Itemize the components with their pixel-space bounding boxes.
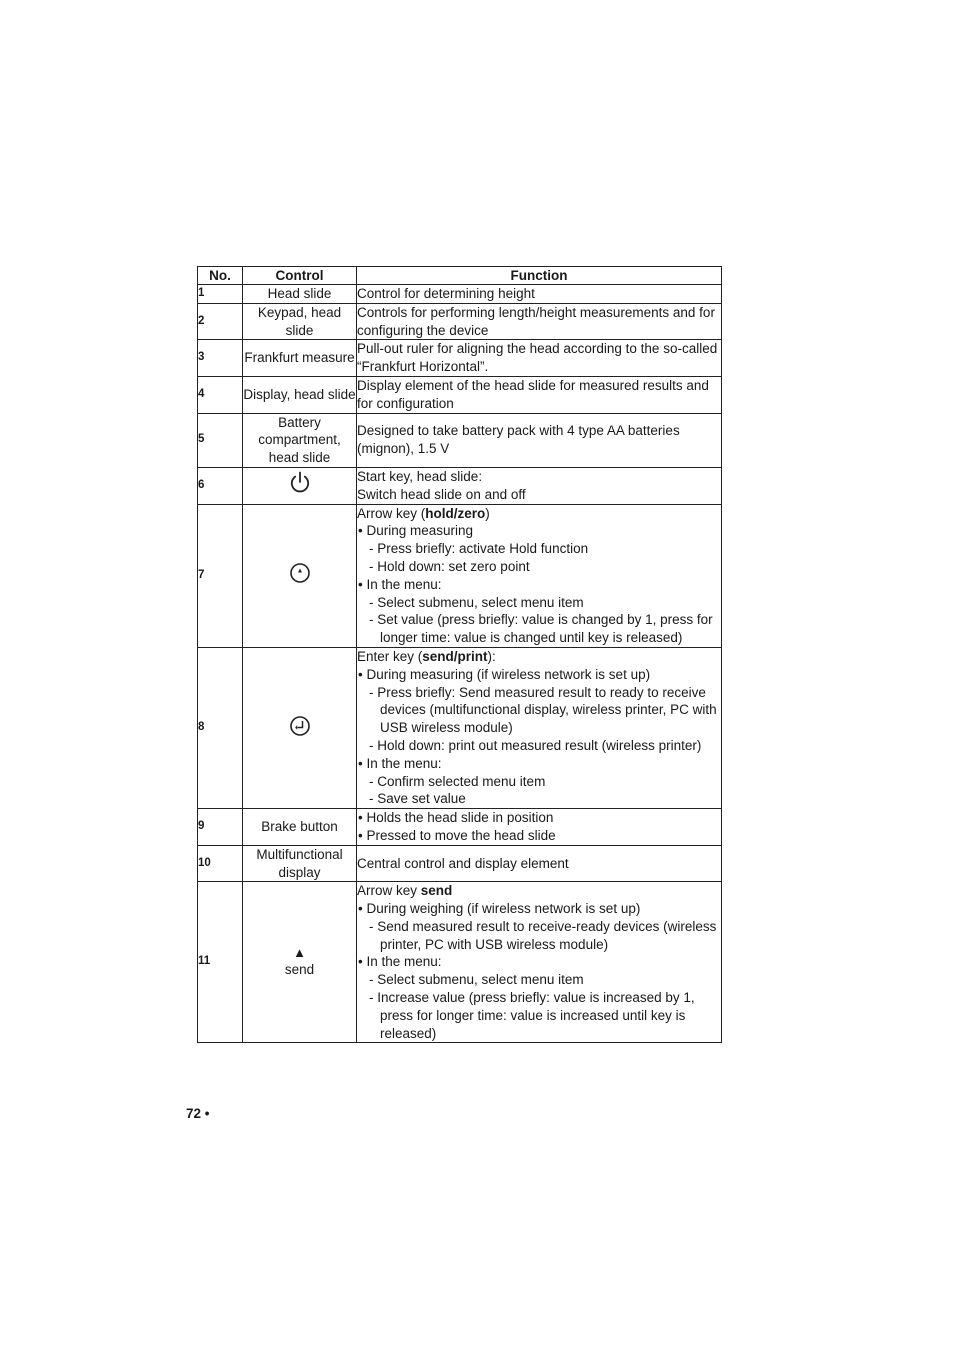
function-cell [357,285,722,304]
function-text: Start key, head slide: [357,468,483,484]
table-row [198,647,722,808]
control-cell [243,845,357,882]
key-name: hold/zero [425,505,486,521]
table-header-row [198,267,722,285]
header-control: Control [243,267,357,285]
control-cell [243,647,357,808]
key-heading [357,648,721,666]
function-cell [357,303,722,340]
control-cell [243,376,357,413]
table-row [198,809,722,846]
sub-item: - Save set value [369,791,466,807]
sub-item: - Hold down: print out measured result (wireless printer) [369,737,702,753]
table-row [198,303,722,340]
control-cell [243,413,357,467]
function-text: Display element of the head slide for measured results and for configuration [357,377,709,411]
function-cell [357,504,722,647]
row-number: 11 [198,882,243,1043]
controls-table [197,266,722,1043]
control-cell [243,467,357,504]
bullet-item: • In the menu: [358,954,442,970]
key-heading-text: ) [485,505,490,521]
table-row [198,504,722,647]
control-label: Frankfurt measure [244,350,355,366]
power-icon [289,471,311,500]
sub-item: - Set value (press briefly: value is changed by 1, press for longer time: value is changed until key is released) [369,612,713,646]
key-name: send/print [422,648,488,664]
control-cell [243,340,357,377]
row-number: 2 [198,303,243,340]
function-cell [357,809,722,846]
row-number: 7 [198,504,243,647]
header-function: Function [357,267,722,285]
control-label: Head slide [267,286,332,301]
bullet-item: • During weighing (if wireless network is set up) [358,901,641,917]
table-row [198,467,722,504]
function-cell [357,340,722,377]
key-heading-text: Arrow key [357,883,421,899]
sub-item: - Press briefly: activate Hold function [369,541,589,557]
key-heading-text: Arrow key ( [357,505,426,521]
table-row [198,882,722,1043]
row-number: 4 [198,376,243,413]
function-text: Designed to take battery pack with 4 type AA batteries (mignon), 1.5 V [357,423,680,457]
function-text: Pull-out ruler for aligning the head according to the so-called “Frankfurt Horizontal”. [357,341,718,375]
row-number: 9 [198,809,243,846]
function-cell [357,882,722,1043]
bullet-item: • In the menu: [358,755,442,771]
table-body [198,285,722,1043]
row-number: 5 [198,413,243,467]
function-text: Switch head slide on and off [357,486,526,502]
arrow-up-icon: ▲ [293,945,306,961]
key-heading-text: ): [487,648,496,664]
key-heading-text: Enter key ( [357,648,423,664]
function-cell [357,647,722,808]
arrow-up-circle-icon [289,562,311,589]
bullet-item: • Pressed to move the head slide [358,827,556,843]
table-row [198,340,722,377]
key-heading [357,505,721,523]
row-number: 8 [198,647,243,808]
sub-item: - Send measured result to receive-ready devices (wireless printer, PC with USB wireless module) [369,918,717,952]
control-label: Keypad, head slide [257,304,342,338]
control-label: send [284,962,315,978]
control-cell [243,882,357,1043]
sub-item: - Press briefly: Send measured result to ready to receive devices (multifunctional display, wireless printer, PC with USB wireless module) [369,684,717,736]
function-cell [357,413,722,467]
control-cell [243,504,357,647]
control-label: Brake button [261,819,338,834]
function-text: Controls for performing length/height measurements and for configuring the device [357,304,715,338]
page-number: 72 • [186,1106,210,1121]
row-number: 3 [198,340,243,377]
function-cell [357,376,722,413]
sub-item: - Hold down: set zero point [369,558,530,574]
table-row [198,845,722,882]
row-number: 1 [198,285,243,304]
function-cell [357,467,722,504]
sub-item: - Confirm selected menu item [369,773,546,789]
sub-item: - Increase value (press briefly: value is increased by 1, press for longer time: value is increased until key is released) [369,990,695,1041]
control-label: Multifunctional display [256,846,343,880]
function-text: Control for determining height [357,286,535,301]
bullet-item: • In the menu: [358,576,442,592]
control-label: Display, head slide [243,386,356,402]
header-no: No. [198,267,243,285]
control-label: Battery compartment, head slide [258,414,341,466]
function-text: Central control and display element [357,855,569,871]
sub-item: - Select submenu, select menu item [369,594,584,610]
control-cell [243,809,357,846]
bullet-item: • Holds the head slide in position [358,810,554,826]
enter-circle-icon [289,715,311,742]
row-number: 6 [198,467,243,504]
row-number: 10 [198,845,243,882]
table-row [198,376,722,413]
key-heading [357,882,721,900]
sub-item: - Select submenu, select menu item [369,972,584,988]
function-cell [357,845,722,882]
control-cell [243,303,357,340]
table-row [198,413,722,467]
bullet-item: • During measuring [358,523,474,539]
control-cell [243,285,357,304]
bullet-item: • During measuring (if wireless network is set up) [358,666,651,682]
key-name: send [420,883,453,899]
table-row [198,285,722,304]
